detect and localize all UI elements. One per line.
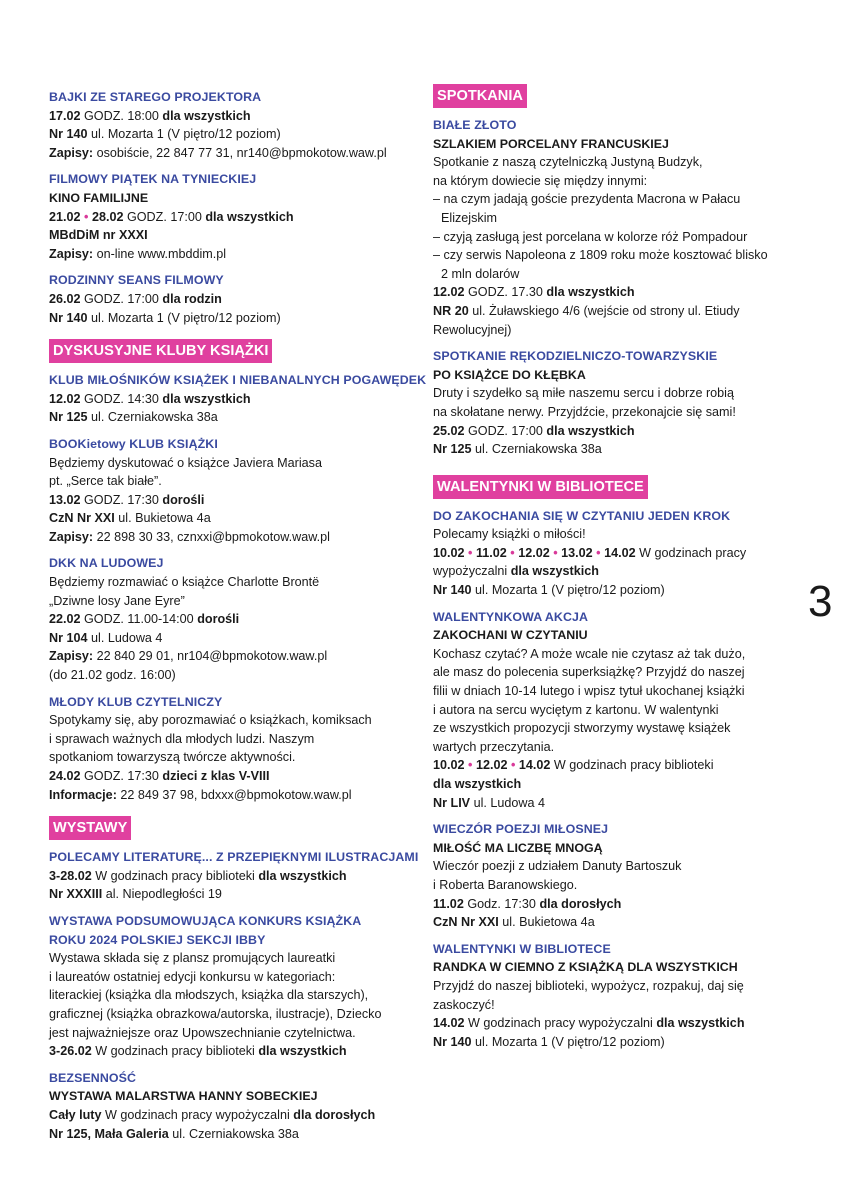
event-desc: Przyjdź do naszej biblioteki, wypożycz, rozpakuj, daj się <box>433 978 744 993</box>
event-title: POLECAMY LITERATURĘ... Z PRZEPIĘKNYMI ILUSTRACJAMI <box>49 850 419 865</box>
event-title: WALENTYNKI W BIBLIOTECE <box>433 941 611 956</box>
event-subtitle: ZAKOCHANI W CZYTANIU <box>433 628 588 643</box>
event-location: Nr 125 ul. Czerniakowska 38a <box>433 442 602 457</box>
event-signup-deadline: (do 21.02 godz. 16:00) <box>49 668 176 683</box>
left-column <box>49 88 427 1143</box>
event-desc: Polecamy książki o miłości! <box>433 527 586 542</box>
event-title: WIECZÓR POEZJI MIŁOSNEJ <box>433 822 609 837</box>
event-bajki <box>49 88 421 162</box>
event-desc: Kochasz czytać? A może wcale nie czytasz aż tak dużo, <box>433 646 746 661</box>
event-desc: zaskoczyć! <box>433 997 495 1012</box>
event-when: 3-26.02 W godzinach pracy biblioteki dla wszystkich <box>49 1044 347 1059</box>
event-subtitle: KINO FAMILIJNE <box>49 190 149 205</box>
event-biale-zloto <box>433 116 805 339</box>
event-when: 13.02 GODZ. 17:30 dorośli <box>49 492 205 507</box>
event-subtitle: WYSTAWA MALARSTWA HANNY SOBECKIEJ <box>49 1089 318 1104</box>
event-desc: Wieczór poezji z udziałem Danuty Bartoszuk <box>433 859 682 874</box>
category-label-wystawy: WYSTAWY <box>49 816 131 840</box>
event-desc: na którym dowiecie się między innymi: <box>433 173 648 188</box>
event-bookietowy <box>49 435 421 547</box>
event-location: Nr 140 ul. Mozarta 1 (V piętro/12 poziom) <box>49 310 281 325</box>
event-when: 22.02 GODZ. 11.00-14:00 dorośli <box>49 612 240 627</box>
event-randka <box>433 940 805 1052</box>
event-polecamy <box>49 848 421 904</box>
event-desc: „Dziwne losy Jane Eyre” <box>49 593 185 608</box>
event-title: RODZINNY SEANS FILMOWY <box>49 273 224 288</box>
event-location: Nr 140 ul. Mozarta 1 (V piętro/12 poziom) <box>433 1034 665 1049</box>
event-location: Nr 125, Mała Galeria ul. Czerniakowska 38a <box>49 1126 299 1141</box>
event-desc: Spotykamy się, aby porozmawiać o książkach, komiksach <box>49 713 372 728</box>
event-subtitle: PO KSIĄŻCE DO KŁĘBKA <box>433 367 586 382</box>
event-desc: Elizejskim <box>441 210 497 225</box>
event-info: Informacje: 22 849 37 98, bdxxx@bpmokotow.waw.pl <box>49 787 352 802</box>
event-title-cont: ROKU 2024 POLSKIEJ SEKCJI IBBY <box>49 932 266 947</box>
event-location: CzN Nr XXI ul. Bukietowa 4a <box>433 915 595 930</box>
event-desc: graficznej (książka obrazkowa/autorska, ilustracje), Dziecko <box>49 1006 382 1021</box>
event-rekodzielnicze <box>433 347 805 459</box>
event-title: KLUB MIŁOŚNIKÓW KSIĄŻEK I NIEBANALNYCH POGAWĘDEK <box>49 373 427 388</box>
event-signup: Zapisy: osobiście, 22 847 77 31, nr140@bpmokotow.waw.pl <box>49 145 387 160</box>
event-bezsennosc <box>49 1069 421 1143</box>
event-desc: Wystawa składa się z plansz promujących laureatki <box>49 951 336 966</box>
event-when: 21.02 • 28.02 GODZ. 17:00 dla wszystkich <box>49 209 294 224</box>
event-audience: dla wszystkich <box>433 777 522 791</box>
event-when: 14.02 W godzinach pracy wypożyczalni dla wszystkich <box>433 1016 745 1031</box>
category-label-spotkania: SPOTKANIA <box>433 84 527 108</box>
event-subtitle: MIŁOŚĆ MA LICZBĘ MNOGĄ <box>433 840 603 855</box>
event-title: SPOTKANIE RĘKODZIELNICZO-TOWARZYSKIE <box>433 349 718 364</box>
event-subtitle: SZLAKIEM PORCELANY FRANCUSKIEJ <box>433 136 669 151</box>
page-number: 3 <box>808 577 833 626</box>
event-walentynkowa <box>433 608 805 813</box>
event-title: DO ZAKOCHANIA SIĘ W CZYTANIU JEDEN KROK <box>433 508 731 523</box>
event-seans <box>49 271 421 327</box>
event-title: BEZSENNOŚĆ <box>49 1070 137 1085</box>
event-desc: i autora na sercu wyciętym z kartonu. W walentynki <box>433 702 719 717</box>
event-location: MBdDiM nr XXXI <box>49 228 148 243</box>
event-podsumowujaca <box>49 912 421 1061</box>
event-desc: Spotkanie z naszą czytelniczką Justyną Budzyk, <box>433 155 703 170</box>
event-location: Nr 104 ul. Ludowa 4 <box>49 630 163 645</box>
event-desc: Będziemy dyskutować o książce Javiera Mariasa <box>49 455 322 470</box>
event-location: CzN Nr XXI ul. Bukietowa 4a <box>49 511 211 526</box>
event-desc: wartych przeczytania. <box>433 739 555 754</box>
event-title: BAJKI ZE STAREGO PROJEKTORA <box>49 90 262 104</box>
event-dkk <box>49 554 421 684</box>
event-desc: na skołatane nerwy. Przyjdźcie, przekonajcie się sami! <box>433 404 736 419</box>
event-desc: i laureatów ostatniej edycji konkursu w kategoriach: <box>49 969 336 984</box>
event-when: 11.02 Godz. 17:30 dla dorosłych <box>433 896 622 911</box>
event-klub-milosnikow <box>49 371 427 427</box>
event-desc: Będziemy rozmawiać o książce Charlotte Brontë <box>49 575 320 590</box>
event-desc: pt. „Serce tak białe”. <box>49 474 162 489</box>
event-location: Nr XXXIII al. Niepodległości 19 <box>49 887 222 902</box>
event-location: Nr 140 ul. Mozarta 1 (V piętro/12 poziom) <box>49 127 281 142</box>
event-desc: spotkaniom towarzyszą twórcze aktywności. <box>49 750 296 765</box>
event-when: 10.02 • 12.02 • 14.02 W godzinach pracy biblioteki <box>433 758 714 773</box>
event-when: 12.02 GODZ. 17.30 dla wszystkich <box>433 285 635 300</box>
event-wieczor <box>433 820 805 932</box>
event-location: Nr 140 ul. Mozarta 1 (V piętro/12 poziom) <box>433 583 665 598</box>
event-title: DKK NA LUDOWEJ <box>49 556 164 571</box>
event-when: 3-28.02 W godzinach pracy biblioteki dla wszystkich <box>49 868 347 883</box>
event-when-cont: wypożyczalni dla wszystkich <box>433 564 599 579</box>
event-when: 10.02 • 11.02 • 12.02 • 13.02 • 14.02 W godzinach pracy <box>433 545 747 560</box>
event-desc: – czyją zasługą jest porcelana w kolorze róż Pompadour <box>433 229 748 244</box>
event-signup: Zapisy: 22 898 30 33, cznxxi@bpmokotow.waw.pl <box>49 529 330 544</box>
event-signup: Zapisy: 22 840 29 01, nr104@bpmokotow.waw.pl <box>49 649 328 664</box>
event-location: Nr 125 ul. Czerniakowska 38a <box>49 410 218 425</box>
event-when: 24.02 GODZ. 17:30 dzieci z klas V-VIII <box>49 769 270 783</box>
event-desc: Druty i szydełko są miłe naszemu sercu i dobrze robią <box>433 386 734 401</box>
event-when: Cały luty W godzinach pracy wypożyczalni dla dorosłych <box>49 1107 376 1122</box>
event-desc: filii w dniach 10-14 lutego i wpisz tytuł ukochanej książki <box>433 684 745 699</box>
event-title: FILMOWY PIĄTEK NA TYNIECKIEJ <box>49 172 257 187</box>
event-desc: 2 mln dolarów <box>441 266 520 281</box>
event-desc: literackiej (książka dla młodszych, książka dla starszych), <box>49 988 369 1003</box>
event-desc: ale masz do polecenia superksiążkę? Przyjdź do naszej <box>433 665 745 680</box>
event-title: WYSTAWA PODSUMOWUJĄCA KONKURS KSIĄŻKA <box>49 913 362 928</box>
event-when: 26.02 GODZ. 17:00 dla rodzin <box>49 291 222 306</box>
event-title: BOOKietowy KLUB KSIĄŻKI <box>49 436 218 451</box>
category-label-walentynki: WALENTYNKI W BIBLIOTECE <box>433 475 648 499</box>
event-title: WALENTYNKOWA AKCJA <box>433 609 589 624</box>
event-signup: Zapisy: on-line www.mbddim.pl <box>49 246 227 261</box>
event-title: MŁODY KLUB CZYTELNICZY <box>49 694 223 709</box>
event-desc: – na czym jadają goście prezydenta Macrona w Pałacu <box>433 192 741 207</box>
event-desc: jest najważniejsze oraz Upowszechnianie czytelnictwa. <box>49 1025 356 1040</box>
category-label-kluby: DYSKUSYJNE KLUBY KSIĄŻKI <box>49 339 272 363</box>
event-when: 25.02 GODZ. 17:00 dla wszystkich <box>433 423 635 438</box>
event-mlody <box>49 693 421 805</box>
event-zakochania <box>433 507 805 600</box>
event-when: 12.02 GODZ. 14:30 dla wszystkich <box>49 391 251 406</box>
event-when: 17.02 GODZ. 18:00 dla wszystkich <box>49 108 251 123</box>
event-location: NR 20 ul. Żuławskiego 4/6 (wejście od strony ul. Etiudy <box>433 303 740 318</box>
event-filmowy <box>49 170 421 263</box>
event-subtitle: RANDKA W CIEMNO Z KSIĄŻKĄ DLA WSZYSTKICH <box>433 960 738 975</box>
event-desc: i sprawach ważnych dla młodych ludzi. Naszym <box>49 731 315 746</box>
event-desc: i Roberta Baranowskiego. <box>433 877 578 892</box>
right-column <box>433 84 805 1051</box>
event-desc: – czy serwis Napoleona z 1809 roku może kosztować blisko <box>433 248 768 263</box>
event-location: Nr LIV ul. Ludowa 4 <box>433 795 546 810</box>
event-location-cont: Rewolucyjnej) <box>433 322 512 337</box>
event-title: BIAŁE ZŁOTO <box>433 118 517 132</box>
event-desc: ze wszystkich propozycji stworzymy wystawę książek <box>433 721 731 736</box>
